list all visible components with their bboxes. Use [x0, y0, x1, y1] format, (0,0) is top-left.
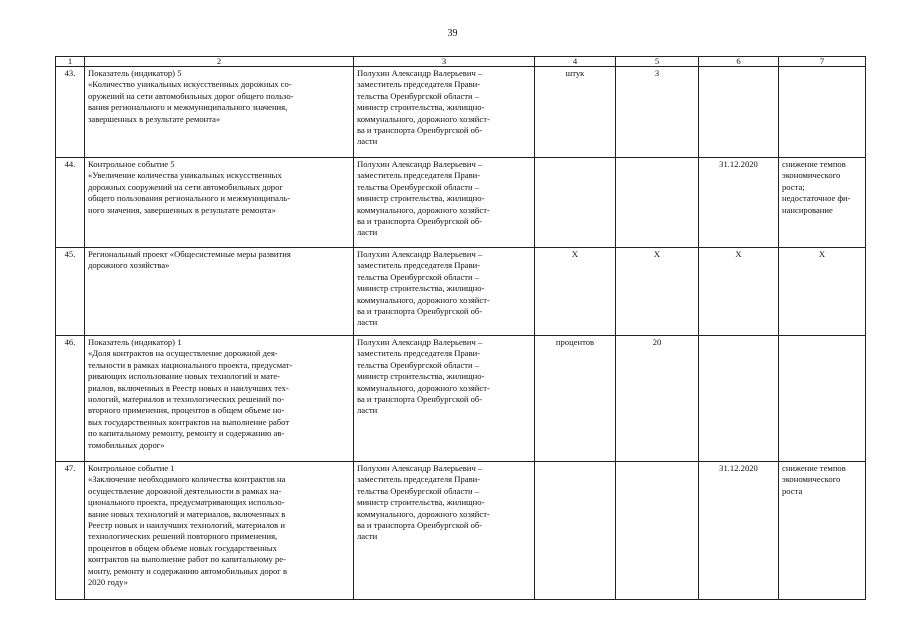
row-description: Показатель (индикатор) 5 «Количество уникальных искусственных дорожных со- оружений на сети автомобильных дорог общего пользо- вания регионального и межмуниципального значения, завершенных в результате ремонта»	[85, 67, 354, 158]
header-col-6: 6	[699, 57, 779, 67]
row-number: 43.	[56, 67, 85, 158]
table-row	[56, 158, 866, 248]
row-unit	[535, 158, 616, 248]
table-row	[56, 248, 866, 336]
row-responsible: Полухин Александр Валерьевич – заместитель председателя Прави- тельства Оренбургской области – министр строительства, жилищно- коммунального, дорожного хозяйст- ва и транспорта Оренбургской об- ласти	[354, 462, 535, 600]
row-responsible: Полухин Александр Валерьевич – заместитель председателя Прави- тельства Оренбургской области – министр строительства, жилищно- коммунального, дорожного хозяйст- ва и транспорта Оренбургской об- ласти	[354, 336, 535, 462]
header-col-7: 7	[779, 57, 866, 67]
row-risks	[779, 336, 866, 462]
row-number: 45.	[56, 248, 85, 336]
row-number: 46.	[56, 336, 85, 462]
table-row	[56, 462, 866, 600]
page-number: 39	[447, 28, 458, 39]
header-col-1: 1	[56, 57, 85, 67]
row-responsible: Полухин Александр Валерьевич – заместитель председателя Прави- тельства Оренбургской области – министр строительства, жилищно- коммунального, дорожного хозяйст- ва и транспорта Оренбургской об- ласти	[354, 248, 535, 336]
row-unit: Х	[535, 248, 616, 336]
row-unit: штук	[535, 67, 616, 158]
row-date: 31.12.2020	[699, 462, 779, 600]
row-risks	[779, 67, 866, 158]
header-col-2: 2	[85, 57, 354, 67]
table-row	[56, 336, 866, 462]
row-risks: снижение темпов экономического роста; недостаточное фи- нансирование	[779, 158, 866, 248]
row-number: 47.	[56, 462, 85, 600]
header-col-5: 5	[616, 57, 699, 67]
row-description: Контрольное событие 1 «Заключение необходимого количества контрактов на осуществление дорожной деятельности в рамках на- ционального проекта, предусматривающих использо- вание новых технологий и материалов, включенных в Реестр новых и наилучших технологий, материалов и технологических решений повторного применения, процентов в общем объеме новых государственных контрактов на выполнение работ по капитальному ре- монту, ремонту и содержанию автомобильных дорог в 2020 году»	[85, 462, 354, 600]
header-col-3: 3	[354, 57, 535, 67]
row-date	[699, 336, 779, 462]
row-description: Региональный проект «Общесистемные меры развития дорожного хозяйства»	[85, 248, 354, 336]
row-date: 31.12.2020	[699, 158, 779, 248]
row-risks: снижение темпов экономического роста	[779, 462, 866, 600]
row-value: 20	[616, 336, 699, 462]
row-unit: процентов	[535, 336, 616, 462]
table-row	[56, 67, 866, 158]
row-value	[616, 158, 699, 248]
row-date: Х	[699, 248, 779, 336]
header-col-4: 4	[535, 57, 616, 67]
row-value	[616, 462, 699, 600]
row-description: Контрольное событие 5 «Увеличение количества уникальных искусственных дорожных сооружений на сети автомобильных дорог общего пользования регионального и межмуниципаль- ного значения, завершенных в результате ремонта»	[85, 158, 354, 248]
row-date	[699, 67, 779, 158]
row-description: Показатель (индикатор) 1 «Доля контрактов на осуществление дорожной дея- тельности в рамках национального проекта, предусмат- ривающих использование новых технологий и мате- риалов, включенных в Реестр новых и наилучших тех- нологий, материалов и технологических решений по- вторного применения, процентов в общем объеме но- вых государственных контрактов на выполнение работ по капитальному ремонту, ремонту и содержанию ав- томобильных дорог»	[85, 336, 354, 462]
plan-table	[55, 56, 866, 600]
row-value: Х	[616, 248, 699, 336]
row-value: 3	[616, 67, 699, 158]
row-responsible: Полухин Александр Валерьевич – заместитель председателя Прави- тельства Оренбургской области – министр строительства, жилищно- коммунального, дорожного хозяйст- ва и транспорта Оренбургской об- ласти	[354, 67, 535, 158]
row-unit	[535, 462, 616, 600]
row-responsible: Полухин Александр Валерьевич – заместитель председателя Прави- тельства Оренбургской области – министр строительства, жилищно- коммунального, дорожного хозяйст- ва и транспорта Оренбургской об- ласти	[354, 158, 535, 248]
row-number: 44.	[56, 158, 85, 248]
row-risks: Х	[779, 248, 866, 336]
header-row	[56, 57, 866, 67]
